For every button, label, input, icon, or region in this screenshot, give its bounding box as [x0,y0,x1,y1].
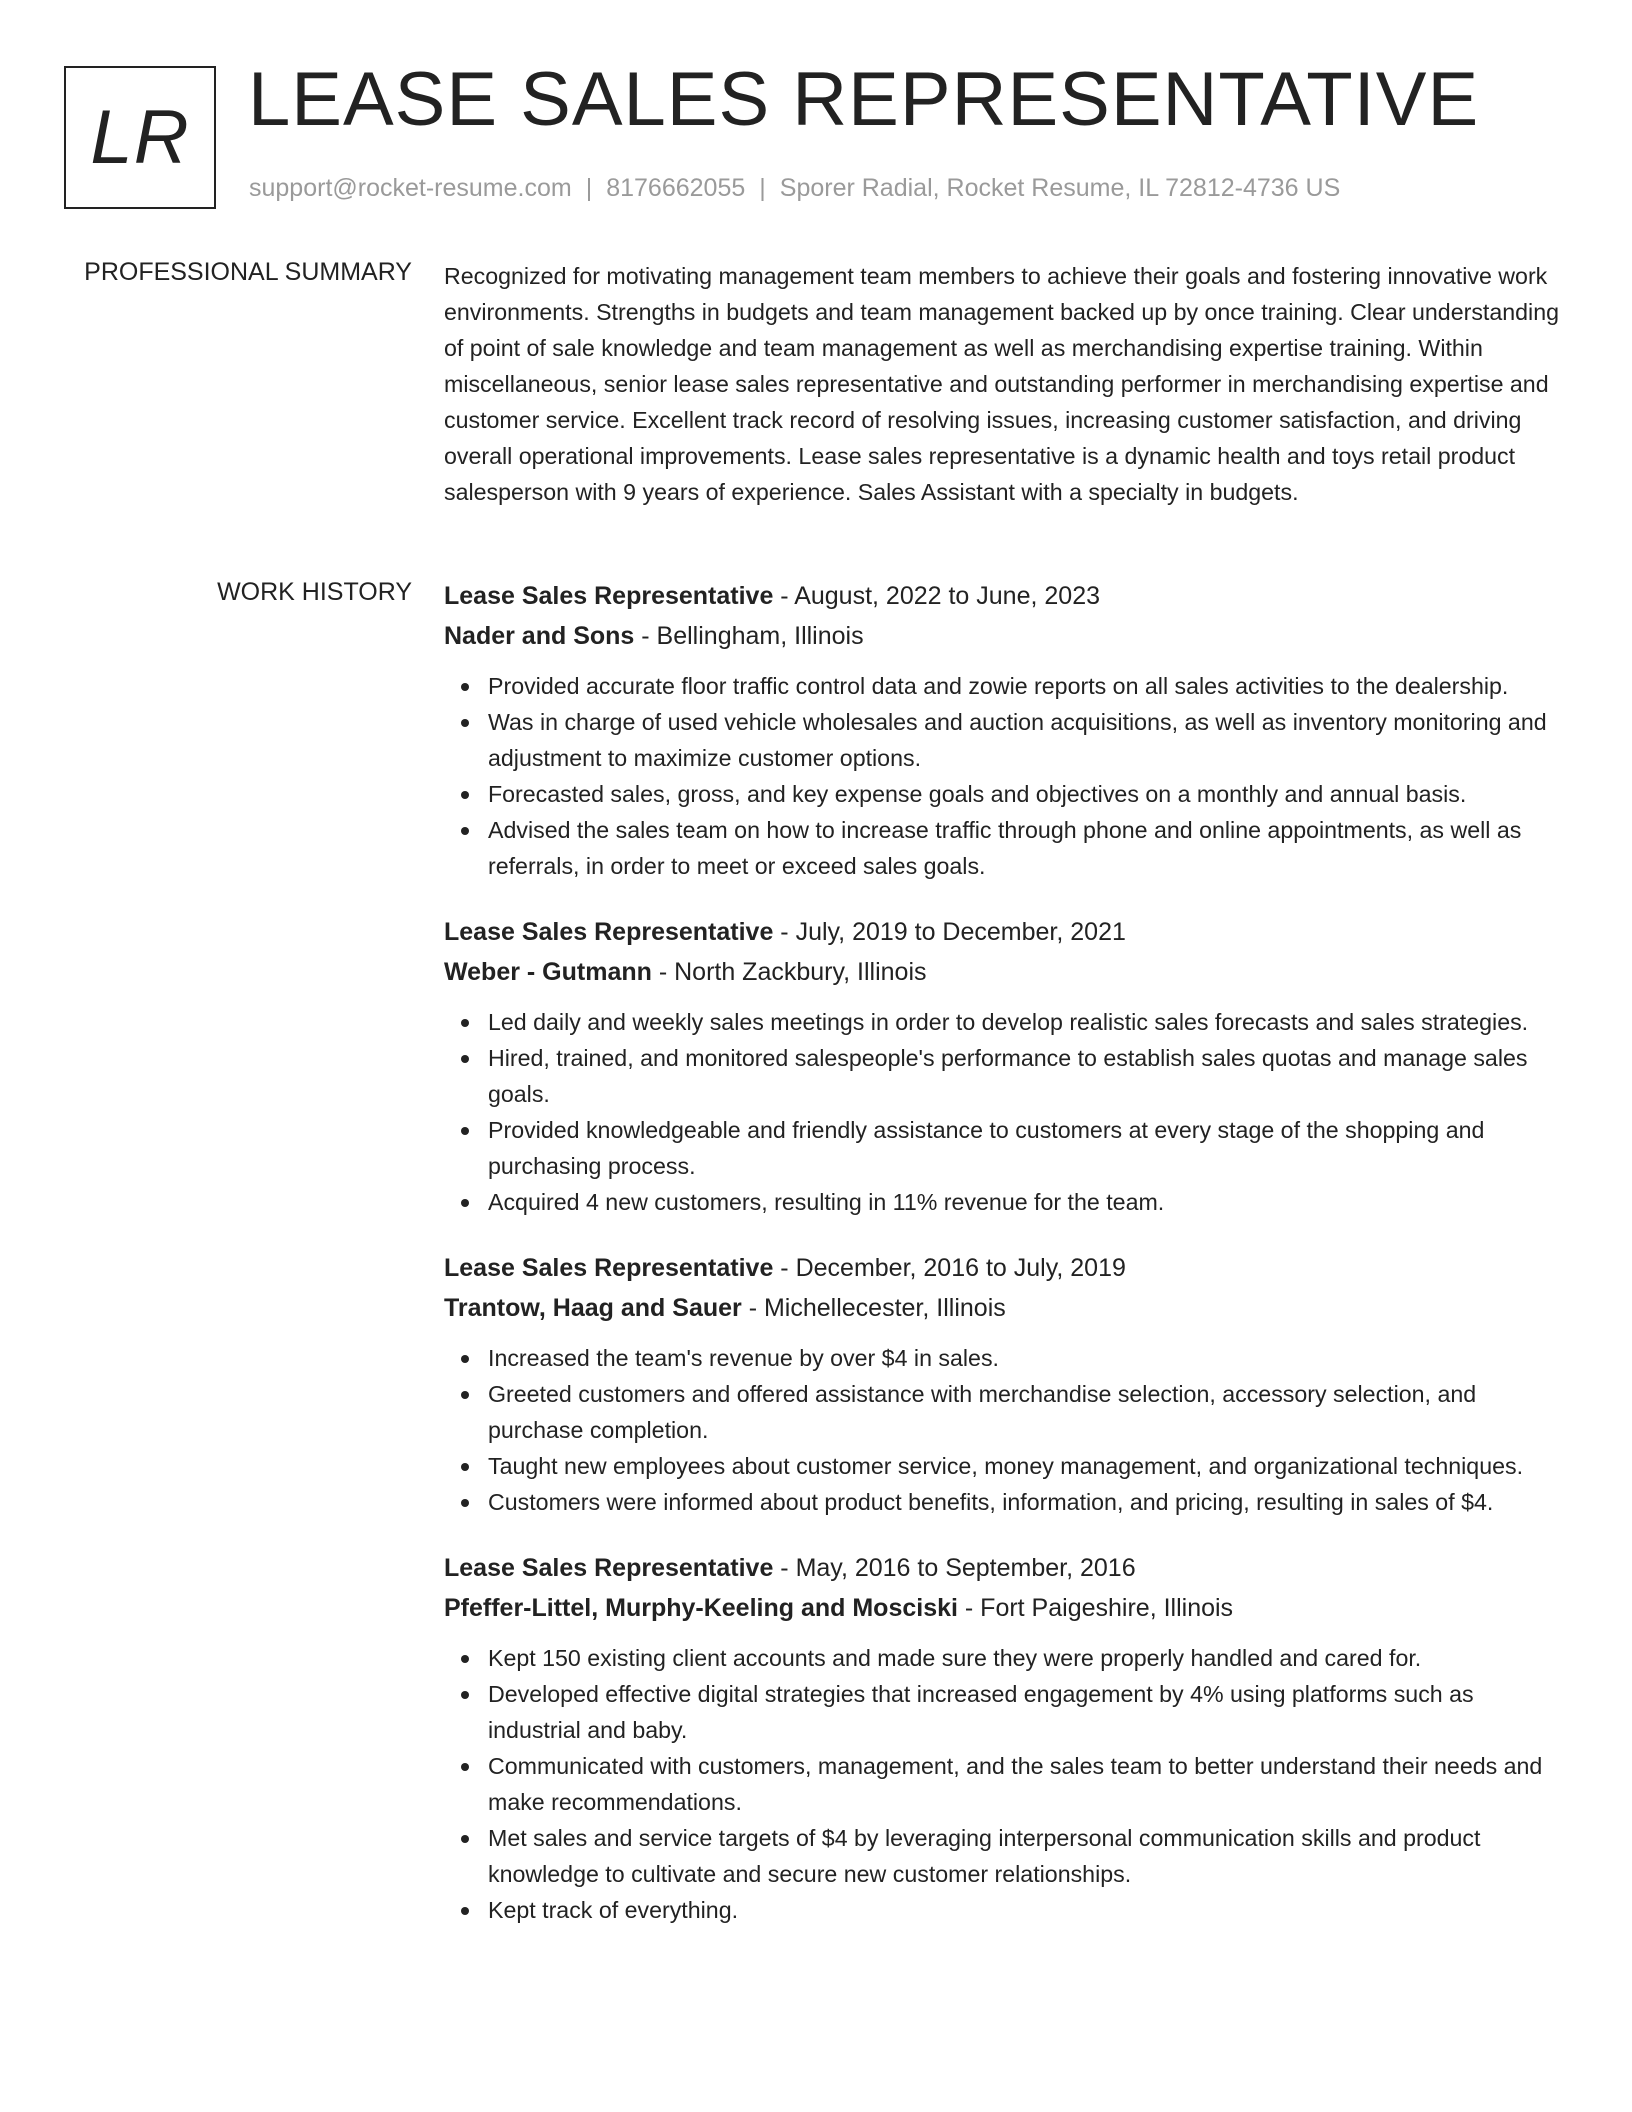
job-title-line [444,912,1564,952]
job-dates: - December, 2016 to July, 2019 [773,1254,1126,1282]
job-title: Lease Sales Representative [444,1554,774,1582]
job-bullets [444,1004,1564,1220]
summary-body [444,258,1564,510]
job-location: - Fort Paigeshire, Illinois [957,1594,1234,1622]
monogram-initials: LR [90,95,190,180]
job-dates: - July, 2019 to December, 2021 [773,918,1126,946]
contact-email[interactable]: support@rocket-resume.com [249,174,572,202]
job-title: Lease Sales Representative [444,918,774,946]
contact-address: Sporer Radial, Rocket Resume, IL 72812-4736 US [779,174,1341,202]
job-title-line [444,576,1564,616]
job-bullet: Increased the team's revenue by over $4 in sales. [444,1340,1564,1376]
job-bullet: Met sales and service targets of $4 by leveraging interpersonal communication skills and product knowledge to cultivate and secure new customer relationships. [444,1820,1564,1892]
job-company: Weber - Gutmann [444,958,652,986]
job-bullet: Kept 150 existing client accounts and made sure they were properly handled and cared for. [444,1640,1564,1676]
job-entry [444,576,1564,884]
contact-phone[interactable]: 8176662055 [606,174,746,202]
job-company-line [444,1288,1564,1328]
job-entry [444,912,1564,1220]
page-title: LEASE SALES REPRESENTATIVE [248,57,1480,142]
job-company: Trantow, Haag and Sauer [444,1294,742,1322]
summary-text: Recognized for motivating management team members to achieve their goals and fostering innovative work environments. Strengths in budgets and team management backed up by once training. Clear understanding of point of sale knowledge and team management as well as merchandising expertise training. Within miscellaneous, senior lease sales representative and outstanding performer in merchandising expertise and customer service. Excellent track record of resolving issues, increasing customer satisfaction, and driving overall operational improvements. Lease sales representative is a dynamic health and toys retail product salesperson with 9 years of experience. Sales Assistant with a specialty in budgets. [444,263,1559,505]
job-bullets [444,1640,1564,1928]
job-bullet: Customers were informed about product benefits, information, and pricing, resulting in sales of $4. [444,1484,1564,1520]
job-location: - North Zackbury, Illinois [651,958,927,986]
job-bullets [444,668,1564,884]
job-bullet: Taught new employees about customer service, money management, and organizational techniques. [444,1448,1564,1484]
job-dates: - May, 2016 to September, 2016 [773,1554,1136,1582]
job-bullets [444,1340,1564,1520]
job-bullet: Greeted customers and offered assistance with merchandise selection, accessory selection, and purchase completion. [444,1376,1564,1448]
job-bullet: Kept track of everything. [444,1892,1564,1928]
job-location: - Michellecester, Illinois [741,1294,1006,1322]
work-history-label: WORK HISTORY [217,578,412,606]
job-location: - Bellingham, Illinois [634,622,864,650]
summary-label: PROFESSIONAL SUMMARY [84,258,412,286]
job-company: Nader and Sons [444,622,635,650]
job-entry [444,1248,1564,1520]
job-bullet: Forecasted sales, gross, and key expense goals and objectives on a monthly and annual basis. [444,776,1564,812]
contact-separator: | [759,174,766,202]
contact-separator: | [585,174,593,202]
monogram-box [64,66,216,209]
work-history-body [444,576,1564,1956]
job-company-line [444,952,1564,992]
job-bullet: Provided knowledgeable and friendly assistance to customers at every stage of the shopping and purchasing process. [444,1112,1564,1184]
job-bullet: Provided accurate floor traffic control data and zowie reports on all sales activities to the dealership. [444,668,1564,704]
job-title: Lease Sales Representative [444,1254,774,1282]
job-bullet: Led daily and weekly sales meetings in order to develop realistic sales forecasts and sales strategies. [444,1004,1564,1040]
job-bullet: Advised the sales team on how to increase traffic through phone and online appointments, as well as referrals, in order to meet or exceed sales goals. [444,812,1564,884]
contact-line [249,174,1340,203]
job-title-line [444,1248,1564,1288]
job-company-line [444,616,1564,656]
job-bullet: Communicated with customers, management, and the sales team to better understand their needs and make recommendations. [444,1748,1564,1820]
job-bullet: Was in charge of used vehicle wholesales and auction acquisitions, as well as inventory monitoring and adjustment to maximize customer options. [444,704,1564,776]
job-title: Lease Sales Representative [444,582,774,610]
job-dates: - August, 2022 to June, 2023 [773,582,1100,610]
job-company: Pfeffer-Littel, Murphy-Keeling and Mosciski [444,1594,958,1622]
job-company-line [444,1588,1564,1628]
job-title-line [444,1548,1564,1588]
job-bullet: Hired, trained, and monitored salespeople's performance to establish sales quotas and manage sales goals. [444,1040,1564,1112]
job-bullet: Acquired 4 new customers, resulting in 11% revenue for the team. [444,1184,1564,1220]
job-entry [444,1548,1564,1928]
job-bullet: Developed effective digital strategies that increased engagement by 4% using platforms such as industrial and baby. [444,1676,1564,1748]
